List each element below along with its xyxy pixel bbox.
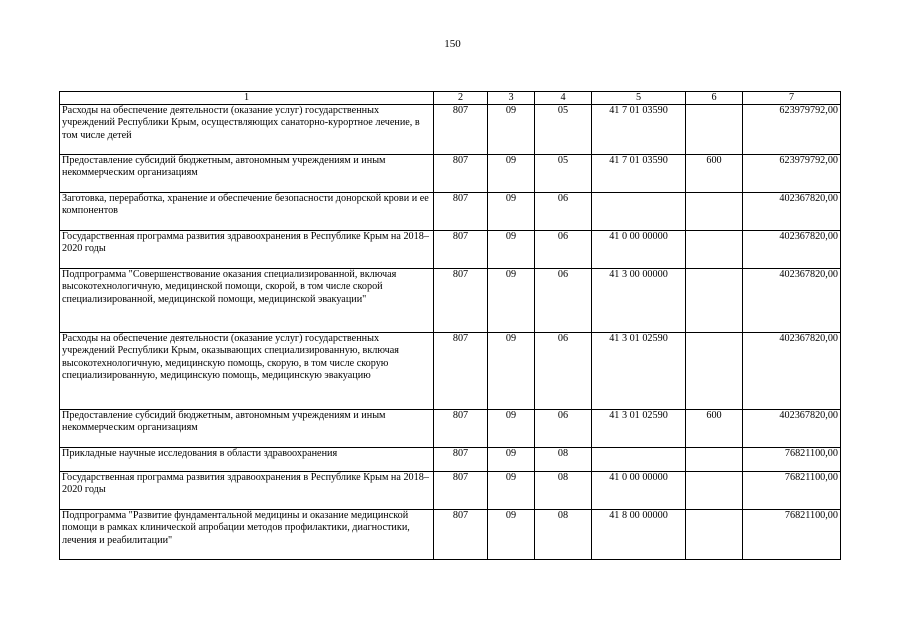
row-amount: 402367820,00 (743, 193, 841, 231)
row-code-5: 41 3 00 00000 (592, 269, 686, 333)
row-code-3: 09 (488, 269, 535, 333)
row-code-2: 807 (434, 193, 488, 231)
row-description: Предоставление субсидий бюджетным, автономным учреждениям и иным некоммерческим организациям (60, 410, 434, 448)
column-header: 7 (743, 92, 841, 105)
row-code-2: 807 (434, 105, 488, 155)
row-code-2: 807 (434, 410, 488, 448)
row-code-6 (686, 472, 743, 510)
row-code-3: 09 (488, 193, 535, 231)
column-header: 2 (434, 92, 488, 105)
column-header: 1 (60, 92, 434, 105)
row-amount: 76821100,00 (743, 510, 841, 560)
row-code-2: 807 (434, 231, 488, 269)
row-description: Расходы на обеспечение деятельности (оказание услуг) государственных учреждений Республики Крым, оказывающих специализированную, включая высокотехнологичную, медицинскую помощь, скорую, в том числе скорую специализированную, медицинскую помощь, медицинскую эвакуацию (60, 333, 434, 410)
page-number: 150 (444, 38, 461, 50)
row-code-3: 09 (488, 472, 535, 510)
budget-table (59, 91, 841, 560)
row-code-4: 08 (535, 510, 592, 560)
row-code-4: 08 (535, 472, 592, 510)
row-amount: 623979792,00 (743, 155, 841, 193)
row-description: Предоставление субсидий бюджетным, автономным учреждениям и иным некоммерческим организациям (60, 155, 434, 193)
row-description: Заготовка, переработка, хранение и обеспечение безопасности донорской крови и ее компонентов (60, 193, 434, 231)
row-code-2: 807 (434, 510, 488, 560)
column-header: 4 (535, 92, 592, 105)
table-row (60, 448, 841, 472)
row-code-6 (686, 510, 743, 560)
row-description: Государственная программа развития здравоохранения в Республике Крым на 2018–2020 годы (60, 472, 434, 510)
row-code-6 (686, 231, 743, 269)
table-row (60, 269, 841, 333)
row-code-4: 06 (535, 333, 592, 410)
row-code-6 (686, 448, 743, 472)
table-row (60, 410, 841, 448)
table-row (60, 333, 841, 410)
row-code-2: 807 (434, 333, 488, 410)
row-amount: 76821100,00 (743, 472, 841, 510)
row-code-2: 807 (434, 269, 488, 333)
table-row (60, 155, 841, 193)
row-description: Расходы на обеспечение деятельности (оказание услуг) государственных учреждений Республики Крым, осуществляющих санаторно-курортное лечение, в том числе детей (60, 105, 434, 155)
row-code-4: 06 (535, 193, 592, 231)
row-code-3: 09 (488, 510, 535, 560)
table-row (60, 193, 841, 231)
row-description: Подпрограмма "Развитие фундаментальной медицины и оказание медицинской помощи в рамках клинической апробации методов профилактики, диагностики, лечения и реабилитации" (60, 510, 434, 560)
row-code-4: 06 (535, 410, 592, 448)
row-code-5: 41 7 01 03590 (592, 105, 686, 155)
table-row (60, 472, 841, 510)
row-code-5: 41 7 01 03590 (592, 155, 686, 193)
row-code-3: 09 (488, 155, 535, 193)
row-code-4: 08 (535, 448, 592, 472)
row-code-3: 09 (488, 105, 535, 155)
row-amount: 402367820,00 (743, 410, 841, 448)
row-code-6: 600 (686, 410, 743, 448)
table-row (60, 231, 841, 269)
row-code-3: 09 (488, 448, 535, 472)
row-code-5: 41 3 01 02590 (592, 410, 686, 448)
table-row (60, 105, 841, 155)
row-code-6 (686, 269, 743, 333)
row-code-5: 41 0 00 00000 (592, 472, 686, 510)
row-code-3: 09 (488, 231, 535, 269)
row-description: Государственная программа развития здравоохранения в Республике Крым на 2018–2020 годы (60, 231, 434, 269)
column-header: 6 (686, 92, 743, 105)
row-description: Прикладные научные исследования в области здравоохранения (60, 448, 434, 472)
row-code-4: 06 (535, 269, 592, 333)
row-code-6: 600 (686, 155, 743, 193)
column-header: 5 (592, 92, 686, 105)
row-amount: 402367820,00 (743, 269, 841, 333)
row-code-3: 09 (488, 410, 535, 448)
row-code-2: 807 (434, 472, 488, 510)
row-code-5: 41 0 00 00000 (592, 231, 686, 269)
row-code-5 (592, 193, 686, 231)
row-amount: 402367820,00 (743, 333, 841, 410)
row-code-5 (592, 448, 686, 472)
header-row (60, 92, 841, 105)
table-row (60, 510, 841, 560)
row-code-4: 05 (535, 105, 592, 155)
row-code-5: 41 8 00 00000 (592, 510, 686, 560)
row-amount: 76821100,00 (743, 448, 841, 472)
row-code-6 (686, 193, 743, 231)
row-code-3: 09 (488, 333, 535, 410)
row-amount: 402367820,00 (743, 231, 841, 269)
row-code-6 (686, 105, 743, 155)
row-amount: 623979792,00 (743, 105, 841, 155)
row-code-2: 807 (434, 448, 488, 472)
row-code-5: 41 3 01 02590 (592, 333, 686, 410)
row-code-4: 06 (535, 231, 592, 269)
row-code-6 (686, 333, 743, 410)
row-code-2: 807 (434, 155, 488, 193)
row-code-4: 05 (535, 155, 592, 193)
column-header: 3 (488, 92, 535, 105)
row-description: Подпрограмма "Совершенствование оказания специализированной, включая высокотехнологичную, медицинской помощи, скорой, в том числе скорой специализированной, медицинской помощи, медицинской эвакуации" (60, 269, 434, 333)
